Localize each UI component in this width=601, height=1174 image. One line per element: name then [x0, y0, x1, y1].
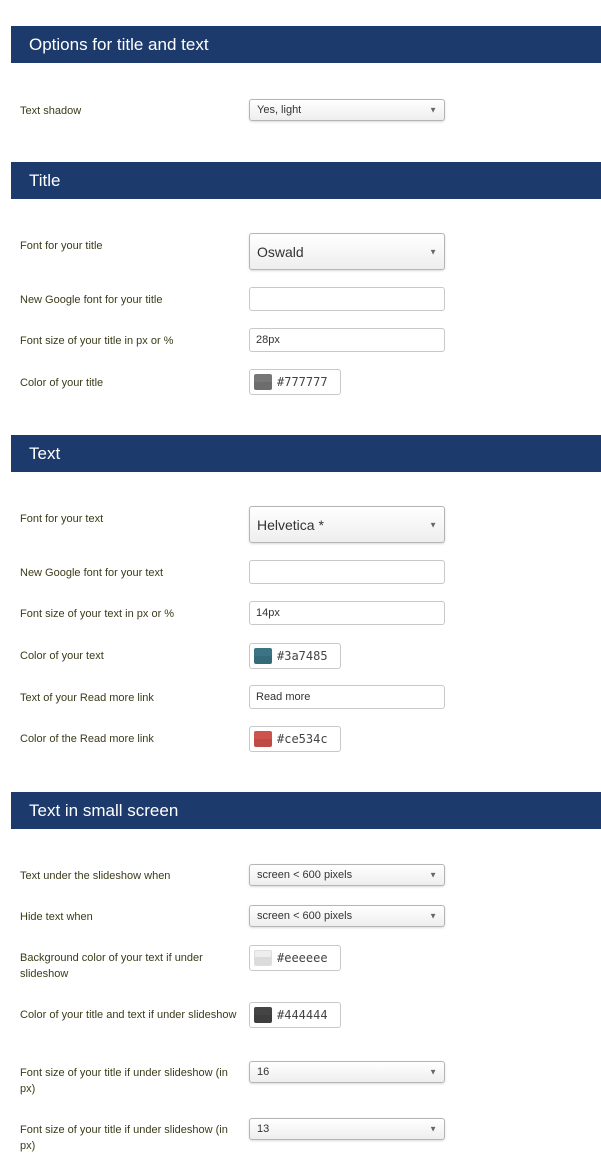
section-header-title — [11, 162, 601, 199]
chevron-down-icon: ▼ — [429, 520, 437, 529]
section-header-text — [11, 435, 601, 472]
read-more-text-label: Text of your Read more link — [20, 692, 154, 704]
text-color-label: Color of your text — [20, 650, 104, 662]
text-google-font-input[interactable] — [249, 560, 445, 584]
input-value: 14px — [256, 607, 280, 619]
chevron-down-icon: ▼ — [429, 911, 437, 921]
color-value: #eeeeee — [277, 951, 328, 965]
text-font-size-input[interactable] — [249, 601, 445, 625]
chevron-down-icon: ▼ — [429, 105, 437, 115]
title-font-select[interactable] — [249, 233, 445, 270]
select-value: Yes, light — [257, 104, 302, 116]
chevron-down-icon: ▼ — [429, 1067, 437, 1077]
section-header-small-screen — [11, 792, 601, 829]
color-swatch — [254, 731, 272, 747]
text-google-font-label: New Google font for your text — [20, 567, 164, 579]
color-swatch — [254, 950, 272, 966]
color-swatch — [254, 374, 272, 390]
text-shadow-select[interactable] — [249, 99, 445, 121]
color-value: #444444 — [277, 1008, 328, 1022]
text-color-picker[interactable] — [249, 643, 341, 669]
title-size-small-label: Font size of your title if under slideshow (in px) — [20, 1067, 228, 1095]
bg-color-label: Background color of your text if under slideshow — [20, 952, 203, 980]
title-font-size-input[interactable] — [249, 328, 445, 352]
title-size-small-select[interactable] — [249, 1061, 445, 1083]
title-text-color-picker[interactable] — [249, 1002, 341, 1028]
read-more-color-picker[interactable] — [249, 726, 341, 752]
input-value: 28px — [256, 334, 280, 346]
bg-color-picker[interactable] — [249, 945, 341, 971]
select-value: 16 — [257, 1066, 270, 1078]
title-color-label: Color of your title — [20, 377, 104, 389]
text-shadow-label: Text shadow — [20, 105, 82, 117]
color-swatch — [254, 1007, 272, 1023]
title-color-picker[interactable] — [249, 369, 341, 395]
section-title: Text in small screen — [29, 800, 179, 820]
text-size-small-select[interactable] — [249, 1118, 445, 1140]
select-value: screen < 600 pixels — [257, 910, 353, 922]
title-font-label: Font for your title — [20, 240, 103, 252]
text-under-slideshow-label: Text under the slideshow when — [20, 870, 171, 882]
chevron-down-icon: ▼ — [429, 870, 437, 880]
color-swatch — [254, 648, 272, 664]
section-title: Options for title and text — [29, 34, 209, 54]
color-value: #777777 — [277, 375, 328, 389]
text-font-label: Font for your text — [20, 513, 104, 525]
section-header-general — [11, 26, 601, 63]
select-value: 13 — [257, 1123, 270, 1135]
color-value: #ce534c — [277, 732, 328, 746]
chevron-down-icon: ▼ — [429, 247, 437, 256]
title-google-font-input[interactable] — [249, 287, 445, 311]
section-title: Text — [29, 443, 61, 463]
chevron-down-icon: ▼ — [429, 1124, 437, 1134]
select-value: screen < 600 pixels — [257, 869, 353, 881]
select-value: Helvetica * — [257, 516, 324, 533]
text-font-select[interactable] — [249, 506, 445, 543]
color-value: #3a7485 — [277, 649, 328, 663]
read-more-color-label: Color of the Read more link — [20, 733, 154, 745]
title-google-font-label: New Google font for your title — [20, 294, 163, 306]
text-size-small-label: Font size of your title if under slideshow (in px) — [20, 1124, 228, 1152]
hide-text-label: Hide text when — [20, 911, 93, 923]
text-under-slideshow-select[interactable] — [249, 864, 445, 886]
select-value: Oswald — [257, 243, 304, 260]
input-value: Read more — [256, 691, 311, 703]
section-title: Title — [29, 170, 61, 190]
title-font-size-label: Font size of your title in px or % — [20, 335, 174, 347]
text-font-size-label: Font size of your text in px or % — [20, 608, 175, 620]
title-text-color-label: Color of your title and text if under slideshow — [20, 1009, 237, 1021]
read-more-text-input[interactable] — [249, 685, 445, 709]
hide-text-select[interactable] — [249, 905, 445, 927]
